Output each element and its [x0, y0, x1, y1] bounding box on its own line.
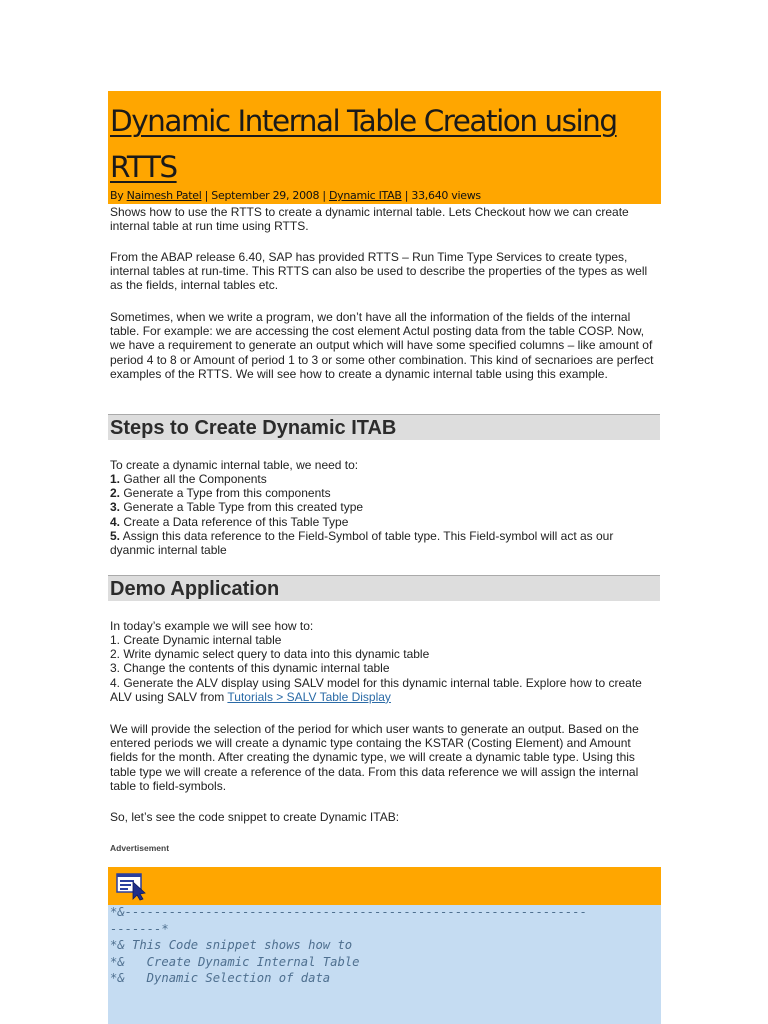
list-item: 2. Generate a Type from this components — [110, 486, 331, 501]
code-snippet[interactable] — [108, 905, 661, 1024]
steps-intro: To create a dynamic internal table, we need to: — [110, 458, 359, 472]
byline — [110, 189, 481, 202]
byline-sep: | — [401, 189, 412, 202]
view-source-icon[interactable] — [116, 871, 152, 901]
list-item: 3. Change the contents of this dynamic internal table — [110, 661, 390, 676]
demo-paragraph: We will provide the selection of the period for which user wants to generate an output. Based on the entered periods we will create a dynamic type containg the KSTAR (Costing Element) and Amount fields for the month. After creating the dynamic type, we will create a dynamic table type. Using this table type we will create a reference of the data. From this data reference we will assign the internal table to field-symbols. — [110, 722, 639, 793]
code-line: *& Create Dynamic Internal Table — [110, 954, 360, 969]
demo-list — [110, 633, 660, 704]
list-item: 4. Generate the ALV display using SALV model for this dynamic internal table. Explore how to create ALV using SALV from Tutorials > SALV Table Display — [110, 675, 642, 704]
code-intro: So, let’s see the code snippet to create Dynamic ITAB: — [110, 810, 400, 824]
title-banner — [108, 91, 661, 204]
view-count: 33,640 views — [411, 189, 481, 202]
salv-tutorial-link[interactable]: Tutorials > SALV Table Display — [227, 689, 391, 704]
list-item: 1. Create Dynamic internal table — [110, 633, 282, 647]
scenario-paragraph: Sometimes, when we write a program, we don’t have all the information of the fields of the internal table. For example: we are accessing the cost element Actul posting data from the table COSP. Now, we have a requirement to generate an output which will have some specified columns – like amount of period 4 to 8 or Amount of period 1 to 3 or some other combination. This kind of secnarioes are perfect examples of the RTTS. We will see how to create a dynamic internal table using this example. — [110, 310, 654, 381]
code-line: *&--------------------------------------------------------------- — [110, 905, 587, 919]
list-item: 5. Assign this data reference to the Field-Symbol of table type. This Field-symbol will act as our dyanmic internal table — [110, 528, 614, 558]
byline-sep: | — [319, 189, 329, 202]
code-line: -------* — [110, 921, 169, 936]
category-link[interactable]: Dynamic ITAB — [329, 189, 402, 202]
list-item: 3. Generate a Table Type from this created type — [110, 500, 364, 515]
code-line: *& This Code snippet shows how to — [110, 938, 353, 952]
intro-paragraph: Shows how to use the RTTS to create a dynamic internal table. Lets Checkout how we can create internal table at run time using RTTS. — [110, 205, 629, 234]
code-toolbar — [108, 867, 661, 905]
demo-heading: Demo Application — [108, 575, 660, 601]
steps-list — [110, 472, 660, 557]
byline-sep: | — [201, 189, 212, 202]
article-title[interactable]: Dynamic Internal Table Creation using RTTS — [110, 104, 617, 184]
demo-intro: In today’s example we will see how to: — [110, 619, 314, 633]
code-line: *& Dynamic Selection of data — [110, 971, 331, 985]
list-item: 4. Create a Data reference of this Table Type — [110, 514, 349, 529]
post-date: September 29, 2008 — [211, 189, 320, 202]
list-item: 2. Write dynamic select query to data into this dynamic table — [110, 647, 430, 662]
advertisement-label: Advertisement — [110, 843, 170, 853]
author-link[interactable]: Naimesh Patel — [126, 189, 202, 202]
release-paragraph: From the ABAP release 6.40, SAP has provided RTTS – Run Time Type Services to create types, internal tables at run-time. This RTTS can also be used to describe the properties of the types as well as the fields, internal tables etc. — [110, 250, 648, 293]
byline-by: By — [110, 189, 127, 202]
steps-heading: Steps to Create Dynamic ITAB — [108, 414, 660, 440]
list-item: 1. Gather all the Components — [110, 472, 267, 486]
